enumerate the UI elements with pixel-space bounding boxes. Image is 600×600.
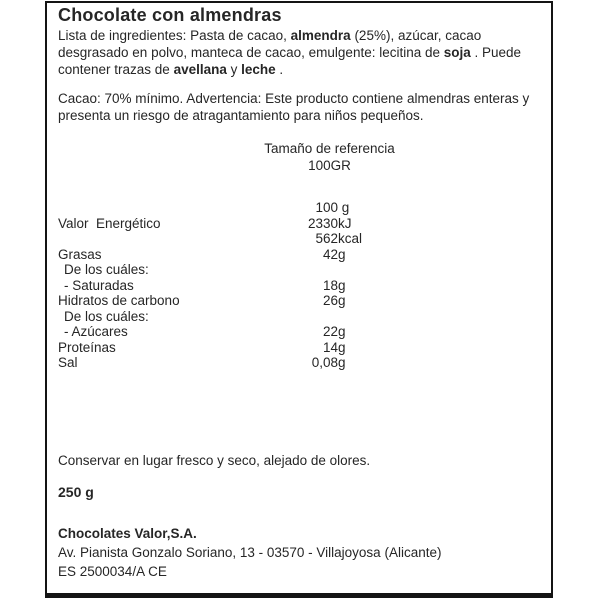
nutrition-value: 42	[322, 246, 338, 262]
net-weight: 250 g	[58, 483, 94, 500]
manufacturer-name: Chocolates Valor,S.A.	[58, 525, 197, 541]
nutrition-unit: g	[338, 293, 346, 308]
nutrition-label: Hidratos de carbono	[58, 293, 180, 308]
nutrition-row	[58, 216, 537, 232]
nutrition-label: Grasas	[58, 246, 102, 262]
ingredient-text: .	[275, 62, 284, 77]
ingredient-text: . Puede contener trazas de	[58, 45, 522, 77]
nutrition-value: 562	[315, 231, 338, 246]
ingredient-text: y	[226, 62, 242, 77]
ingredient-text: Lista de ingredientes: Pasta de cacao,	[58, 28, 291, 43]
nutrition-label: Proteínas	[58, 339, 116, 355]
product-title: Chocolate con almendras	[58, 5, 282, 25]
nutrition-value: 26	[322, 293, 338, 308]
nutrition-row	[58, 355, 537, 371]
nutrition-row	[58, 324, 537, 340]
nutrition-label: - Azúcares	[64, 324, 128, 339]
nutrition-unit: g	[338, 355, 346, 370]
nutrition-row	[58, 293, 537, 309]
storage-instructions: Conservar en lugar fresco y seco, alejado de olores.	[58, 452, 371, 468]
nutrition-row	[58, 340, 537, 356]
nutrition-row	[58, 247, 537, 263]
product-label	[45, 1, 553, 598]
nutrition-unit: g	[338, 200, 350, 215]
nutrition-unit: g	[338, 246, 346, 262]
ingredient-allergen: avellana	[173, 62, 227, 77]
nutrition-unit: kcal	[338, 231, 363, 246]
nutrition-label: De los cuáles:	[64, 308, 149, 324]
nutrition-unit: kJ	[338, 215, 352, 231]
nutrition-value: 0,08	[311, 355, 338, 370]
nutrition-label: Valor Energético	[58, 215, 161, 231]
reference-size-title: Tamaño de referencia	[264, 141, 395, 156]
ingredient-allergen: soja	[443, 45, 471, 60]
nutrition-unit: g	[338, 339, 346, 355]
ingredient-allergen: leche	[241, 62, 276, 77]
ingredients-text	[58, 27, 537, 78]
nutrition-value: 14	[322, 339, 338, 355]
ingredient-allergen: almendra	[290, 28, 351, 43]
nutrition-unit: g	[338, 324, 346, 339]
nutrition-value: 100	[315, 200, 338, 215]
nutrition-label: Sal	[58, 355, 78, 370]
nutrition-row	[58, 200, 537, 216]
nutrition-table	[58, 200, 537, 371]
nutrition-unit: g	[338, 277, 346, 293]
manufacturer-address: Av. Pianista Gonzalo Soriano, 13 - 03570 - Villajoyosa (Alicante)	[58, 544, 442, 560]
nutrition-row	[58, 262, 537, 278]
nutrition-row	[58, 278, 537, 294]
nutrition-value: 22	[322, 324, 338, 339]
reference-size-block	[122, 140, 537, 174]
cacao-warning-text: Cacao: 70% mínimo. Advertencia: Este producto contiene almendras enteras y presenta un riesgo de atragantamiento para niños pequeños.	[58, 91, 530, 123]
reference-size-value: 100GR	[308, 158, 351, 173]
manufacturer-block	[58, 524, 537, 581]
nutrition-value: 2330	[307, 215, 338, 231]
nutrition-row	[58, 231, 537, 247]
nutrition-label: - Saturadas	[64, 277, 134, 293]
ingredient-text: (25%), azúcar, cacao desgrasado en polvo, manteca de cacao, emulgente: lecitina de	[58, 28, 482, 60]
manufacturer-registration: ES 2500034/A CE	[58, 563, 167, 579]
nutrition-value: 18	[322, 277, 338, 293]
nutrition-row	[58, 309, 537, 325]
nutrition-label: De los cuáles:	[64, 262, 149, 277]
